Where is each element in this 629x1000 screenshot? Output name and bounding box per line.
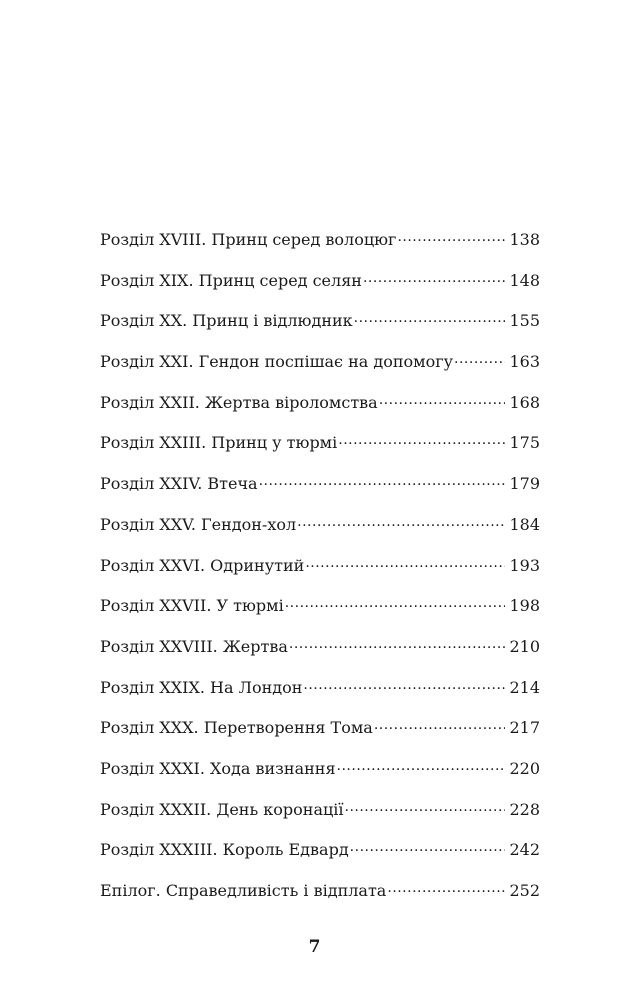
toc-entry <box>100 674 540 715</box>
toc-entry-title: Розділ XXX. Перетворення Тома <box>100 718 373 738</box>
table-of-contents <box>100 226 540 918</box>
toc-entry-title: Розділ XXV. Гендон-хол <box>100 514 297 534</box>
toc-entry-title: Розділ XXII. Жертва віроломства <box>100 392 378 412</box>
toc-dot-leader <box>350 839 506 855</box>
toc-entry <box>100 552 540 593</box>
toc-dot-leader <box>387 880 505 896</box>
toc-entry-page: 214 <box>509 677 540 697</box>
toc-dot-leader <box>297 514 505 530</box>
toc-dot-leader <box>354 310 506 326</box>
toc-entry <box>100 429 540 470</box>
toc-entry-title: Розділ XXIV. Втеча <box>100 474 258 494</box>
toc-entry-page: 163 <box>509 352 540 372</box>
toc-entry-page: 217 <box>509 718 540 738</box>
toc-entry-page: 210 <box>509 636 540 656</box>
toc-entry <box>100 755 540 796</box>
toc-entry <box>100 511 540 552</box>
toc-dot-leader <box>289 636 506 652</box>
toc-entry <box>100 470 540 511</box>
toc-entry-page: 193 <box>509 555 540 575</box>
toc-entry <box>100 633 540 674</box>
toc-dot-leader <box>397 229 505 245</box>
toc-dot-leader <box>454 351 505 367</box>
page-number: 7 <box>308 937 321 957</box>
toc-entry-title: Розділ XXVI. Одринутий <box>100 555 305 575</box>
toc-entry-title: Розділ XXI. Гендон поспішає на допомогу <box>100 352 454 372</box>
toc-dot-leader <box>337 758 506 774</box>
toc-dot-leader <box>363 270 506 286</box>
toc-entry <box>100 348 540 389</box>
toc-dot-leader <box>259 473 506 489</box>
toc-entry-title: Розділ XVIII. Принц серед волоцюг <box>100 230 397 249</box>
toc-entry-page: 155 <box>509 311 540 331</box>
toc-entry-page: 252 <box>509 881 540 900</box>
toc-entry-title: Розділ XXIII. Принц у тюрмі <box>100 433 338 453</box>
toc-entry-title: Розділ XXIX. На Лондон <box>100 677 303 697</box>
toc-entry-page: 228 <box>509 799 540 819</box>
toc-entry <box>100 226 540 267</box>
toc-entry-page: 220 <box>509 758 540 778</box>
toc-entry-page: 175 <box>509 433 540 453</box>
toc-dot-leader <box>285 595 506 611</box>
toc-entry <box>100 592 540 633</box>
toc-entry-title: Розділ XXVII. У тюрмі <box>100 596 284 616</box>
toc-entry-page: 198 <box>509 596 540 616</box>
toc-entry-title: Розділ XXXII. День коронації <box>100 799 344 819</box>
toc-dot-leader <box>338 432 505 448</box>
toc-entry-page: 179 <box>509 474 540 494</box>
toc-entry-page: 148 <box>509 270 540 290</box>
toc-entry-title: Епілог. Справедливість і відплата <box>100 881 387 900</box>
toc-entry <box>100 267 540 308</box>
toc-entry <box>100 877 540 918</box>
toc-dot-leader <box>345 799 506 815</box>
toc-entry <box>100 389 540 430</box>
toc-entry-title: Розділ XXVIII. Жертва <box>100 636 288 656</box>
toc-entry <box>100 714 540 755</box>
toc-entry <box>100 307 540 348</box>
toc-dot-leader <box>379 392 506 408</box>
toc-entry-title: Розділ XXXIII. Король Едвард <box>100 840 349 860</box>
toc-dot-leader <box>374 717 506 733</box>
toc-entry-title: Розділ XIX. Принц серед селян <box>100 270 362 290</box>
toc-entry <box>100 796 540 837</box>
toc-entry-title: Розділ XX. Принц і відлюдник <box>100 311 353 331</box>
toc-entry-page: 242 <box>509 840 540 860</box>
toc-entry-page: 138 <box>509 230 540 249</box>
toc-dot-leader <box>303 677 505 693</box>
toc-entry-page: 184 <box>509 514 540 534</box>
toc-entry-page: 168 <box>509 392 540 412</box>
toc-dot-leader <box>305 555 505 571</box>
toc-entry <box>100 836 540 877</box>
toc-entry-title: Розділ XXXI. Хода визнання <box>100 758 336 778</box>
